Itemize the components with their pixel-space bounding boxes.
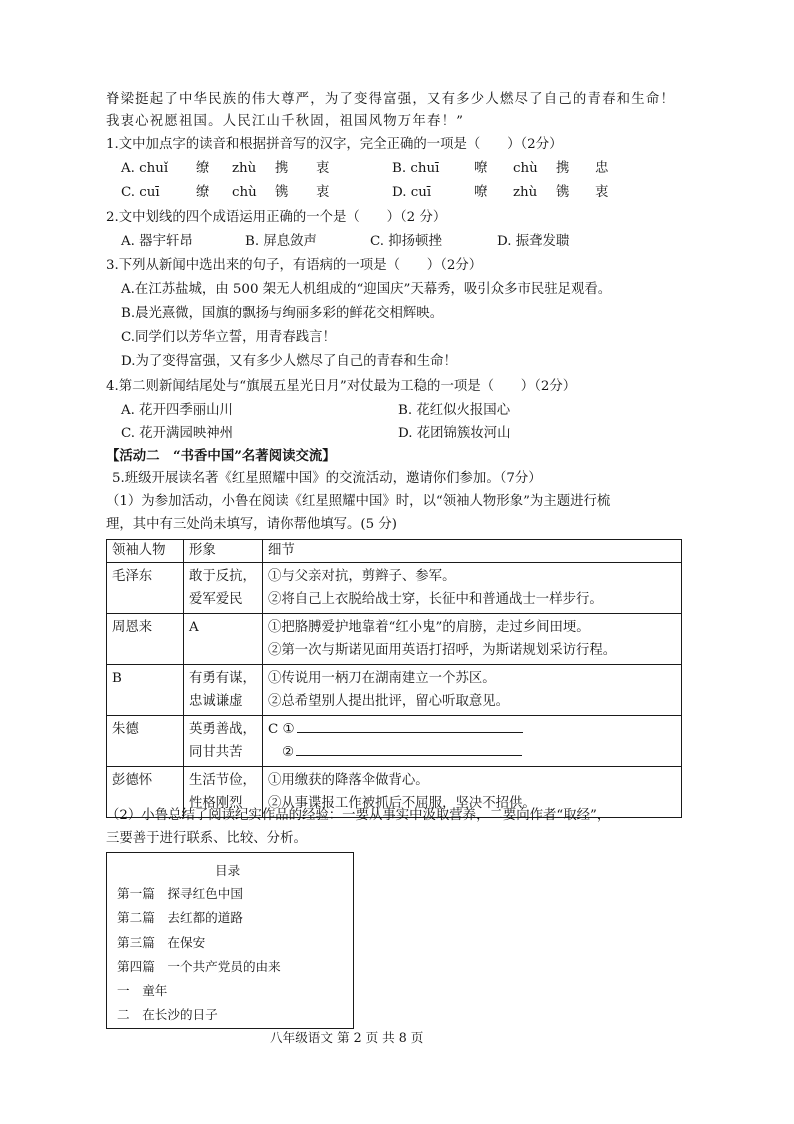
detail-line: ①与父亲对抗，剪辫子、参军。 — [268, 569, 456, 584]
q1-option-b-char1: 嘹 — [474, 161, 488, 176]
leader-image-line: A — [189, 620, 199, 635]
toc-item: 第一篇 探寻红色中国 — [117, 886, 243, 901]
table-header-row — [107, 540, 682, 563]
table-row — [107, 563, 682, 614]
passage-line-2: 我衷心祝愿祖国。人民江山千秋固，祖国风物万年春！” — [106, 114, 465, 129]
q2-option-a: A. 器宇轩昂 — [121, 234, 193, 249]
q1-option-b-char3: 忠 — [595, 161, 609, 176]
detail-line: ②从事谍报工作被抓后不屈服，坚决不招供。 — [268, 796, 536, 811]
q1-option-b-char2: 携 — [556, 161, 570, 176]
q2-option-d: D. 振聋发聩 — [497, 234, 570, 249]
answer-blank-c1[interactable] — [297, 718, 523, 733]
leader-image-line: 同甘共苦 — [189, 745, 243, 760]
q2-option-b: B. 屏息敛声 — [245, 234, 317, 249]
q2-option-c: C. 抑扬顿挫 — [370, 234, 442, 249]
leader-name: 毛泽东 — [107, 563, 184, 614]
detail-line: ②将自己上衣脱给战士穿，长征中和普通战士一样步行。 — [268, 592, 603, 607]
detail-line: C ① — [268, 722, 295, 737]
q3-option-a: A.在江苏盐城，由 500 架无人机组成的“迎国庆”天幕秀，吸引众多市民驻足观看。 — [121, 282, 612, 297]
answer-blank-c2[interactable] — [296, 741, 522, 756]
q1-option-c-pinyin: C. cuī — [121, 185, 160, 200]
question-4-stem: 4.第二则新闻结尾处与“旗展五星光日月”对仗最为工稳的一项是（ ）（2分） — [106, 379, 577, 394]
passage-line-1: 脊梁挺起了中华民族的伟大尊严，为了变得富强，又有多少人燃尽了自己的青春和生命！ — [106, 92, 676, 107]
leader-image-line: 生活节俭， — [189, 773, 256, 788]
q1-option-d-char3: 衷 — [595, 185, 609, 200]
q4-option-c: C. 花开满园映神州 — [121, 426, 234, 441]
leader-image-line: 忠诚谦虚 — [189, 694, 243, 709]
q4-option-a: A. 花开四季丽山川 — [121, 403, 233, 418]
table-header-image: 形象 — [184, 540, 263, 563]
leader-image — [184, 716, 263, 767]
detail-line: ② — [282, 745, 295, 760]
leader-image — [184, 563, 263, 614]
leader-name: 朱德 — [107, 716, 184, 767]
toc-item: 第二篇 去红都的道路 — [117, 910, 243, 925]
q1-option-d-pinyin2: zhù — [513, 185, 538, 200]
toc-item: 一 童年 — [117, 983, 168, 998]
detail-line: ②总希望别人提出批评，留心听取意见。 — [268, 694, 510, 709]
leader-name: 周恩来 — [107, 614, 184, 665]
q1-option-b-pinyin2: chù — [513, 161, 538, 176]
table-row — [107, 716, 682, 767]
q1-option-d-pinyin: D. cuī — [392, 185, 432, 200]
q1-option-d-char1: 嘹 — [474, 185, 488, 200]
question-2-stem: 2.文中划线的四个成语运用正确的一个是（ ）（2 分） — [106, 210, 447, 225]
leader-details — [263, 665, 682, 716]
q1-option-c-char3: 衷 — [316, 185, 330, 200]
leader-image-blank-a[interactable] — [184, 614, 263, 665]
table-row — [107, 665, 682, 716]
q3-option-c: C.同学们以芳华立誓，用青春践言！ — [121, 330, 336, 345]
q1-option-a-char3: 衷 — [316, 161, 330, 176]
detail-line: ①把胳膊爱护地靠着“红小鬼”的肩膀，走过乡间田埂。 — [268, 620, 590, 635]
detail-line: ②第一次与斯诺见面用英语打招呼，为斯诺规划采访行程。 — [268, 643, 617, 658]
question-5-stem: 5.班级开展读名著《红星照耀中国》的交流活动，邀请你们参加。（7分） — [112, 471, 542, 486]
q3-option-d: D.为了变得富强，又有多少人燃尽了自己的青春和生命！ — [121, 354, 457, 369]
q1-option-a-pinyin: A. chuǐ — [121, 161, 169, 176]
q3-option-b: B.晨光熹微，国旗的飘扬与绚丽多彩的鲜花交相辉映。 — [121, 306, 444, 321]
question-1-stem: 1.文中加点字的读音和根据拼音写的汉字，完全正确的一项是（ ）（2分） — [106, 137, 563, 152]
leader-details — [263, 563, 682, 614]
toc-item: 二 在长沙的日子 — [117, 1007, 218, 1022]
question-3-stem: 3.下列从新闻中选出来的句子，有语病的一项是（ ）（2分） — [106, 258, 483, 273]
leader-image-line: 性格刚烈 — [189, 796, 243, 811]
q1-option-a-char2: 携 — [275, 161, 289, 176]
leader-image-line: 爱军爱民 — [189, 592, 243, 607]
q5-sub1-line-1: （1）为参加活动，小鲁在阅读《红星照耀中国》时，以“领袖人物形象”为主题进行梳 — [106, 494, 611, 509]
leader-details — [263, 614, 682, 665]
detail-line: ①传说用一柄刀在湖南建立一个苏区。 — [268, 671, 496, 686]
table-header-leader: 领袖人物 — [107, 540, 184, 563]
q1-option-c-char1: 缭 — [196, 185, 210, 200]
leader-details-blank-c[interactable] — [263, 716, 682, 767]
q1-option-a-char1: 缭 — [196, 161, 210, 176]
leader-image-table — [106, 539, 682, 818]
detail-line: ①用缴获的降落伞做背心。 — [268, 773, 429, 788]
q5-sub1-line-2: 理，其中有三处尚未填写，请你帮他填写。(5 分) — [106, 517, 398, 532]
leader-image-line: 英勇善战， — [189, 722, 256, 737]
leader-image — [184, 665, 263, 716]
toc-item: 第四篇 一个共产党员的由来 — [117, 959, 281, 974]
q1-option-d-char2: 镌 — [556, 185, 570, 200]
table-of-contents-box — [106, 852, 354, 1029]
leader-name-blank-b[interactable]: B — [107, 665, 184, 716]
leader-image-line: 有勇有谋， — [189, 671, 256, 686]
page-footer: 八年级语文 第 2 页 共 8 页 — [270, 1030, 424, 1045]
q4-option-d: D. 花团锦簇妆河山 — [398, 426, 511, 441]
q5-sub2-line-2: 三要善于进行联系、比较、分析。 — [106, 831, 307, 846]
q5-sub2-line-1: （2）小鲁总结了阅读纪实作品的经验：一要从事实中汲取营养，二要向作者“取经”， — [106, 808, 611, 823]
table-header-details: 细节 — [263, 540, 682, 563]
q4-option-b: B. 花红似火报国心 — [398, 403, 511, 418]
table-row — [107, 614, 682, 665]
leader-name: 彭德怀 — [107, 767, 184, 818]
toc-item: 第三篇 在保安 — [117, 935, 206, 950]
q1-option-b-pinyin: B. chuī — [392, 161, 440, 176]
activity-2-heading: 【活动二 “书香中国”名著阅读交流】 — [106, 448, 336, 464]
toc-title: 目录 — [215, 863, 241, 878]
q1-option-c-pinyin2: chù — [232, 185, 257, 200]
q1-option-a-pinyin2: zhù — [232, 161, 257, 176]
leader-image-line: 敢于反抗， — [189, 569, 256, 584]
q1-option-c-char2: 镌 — [275, 185, 289, 200]
